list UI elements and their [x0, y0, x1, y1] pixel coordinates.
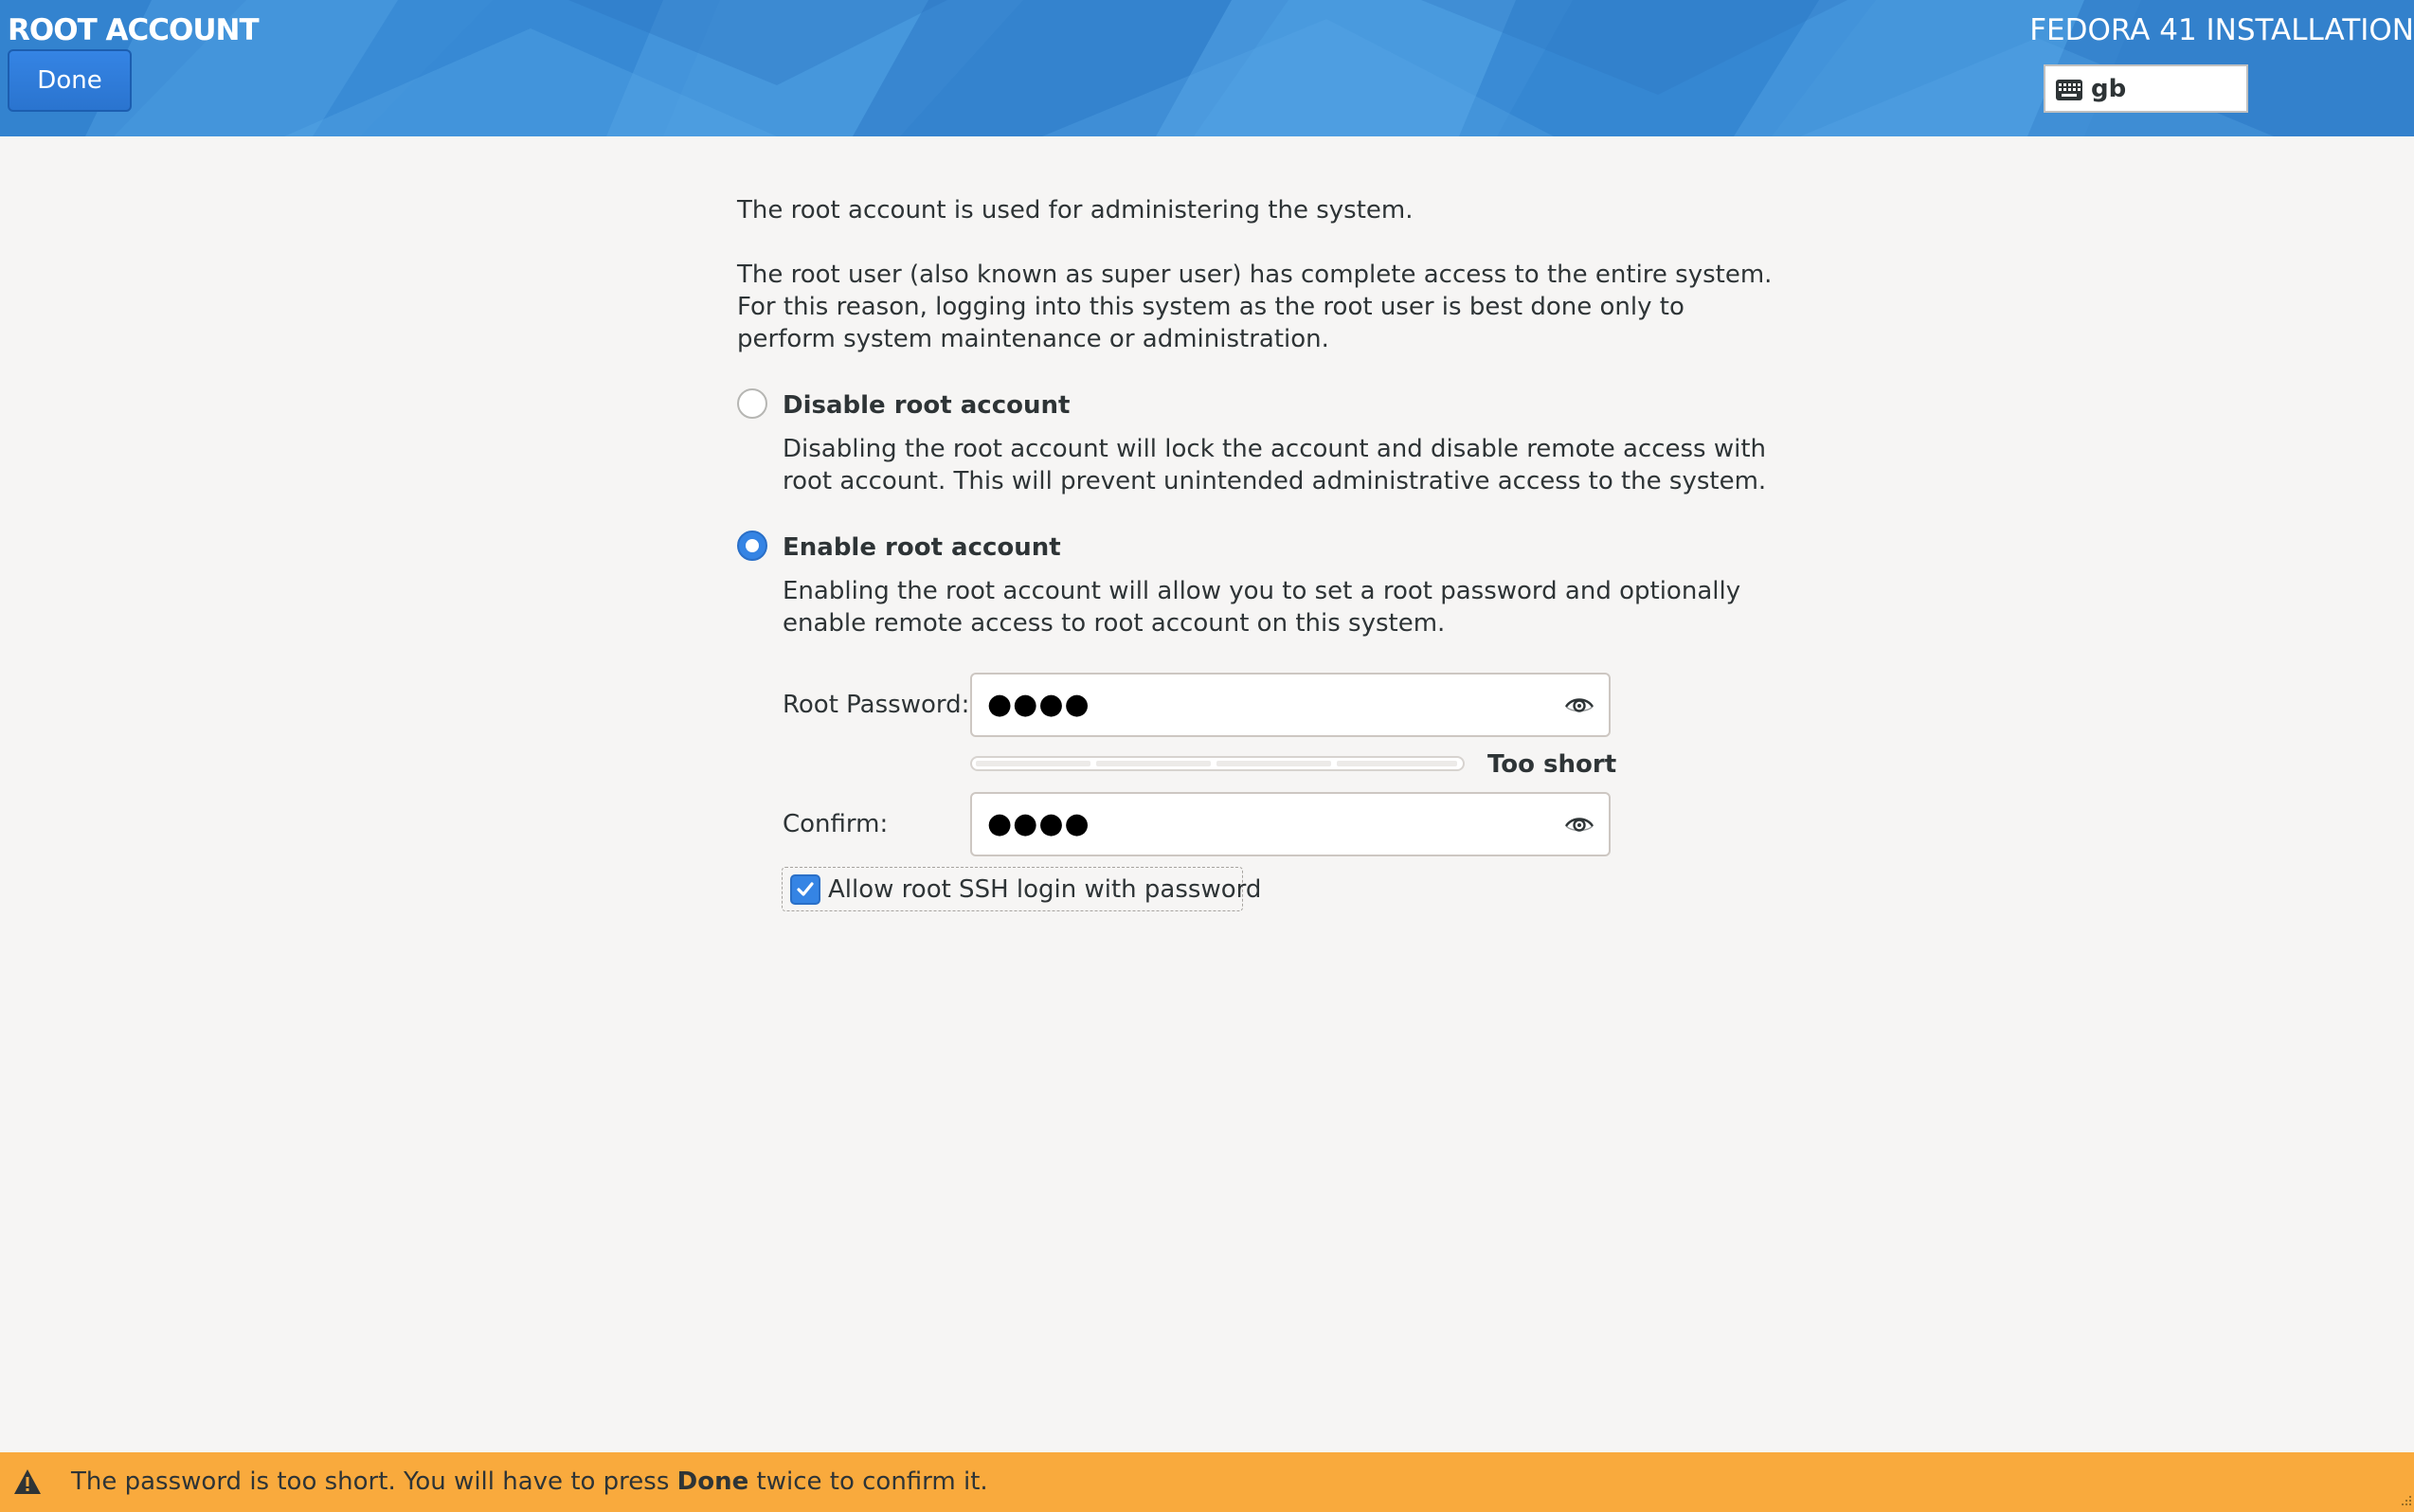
enable-root-description: Enabling the root account will allow you to set a root password and optionally — [783, 577, 1741, 605]
disable-root-radio[interactable] — [737, 388, 767, 419]
keyboard-layout-indicator[interactable] — [2044, 64, 2248, 113]
allow-root-ssh-checkbox[interactable] — [782, 867, 1262, 911]
root-password-value: ●●●● — [987, 688, 1090, 721]
eye-icon[interactable] — [1563, 813, 1595, 839]
header-bar — [0, 0, 2414, 136]
confirm-password-label: Confirm: — [783, 810, 889, 838]
password-strength-meter — [970, 756, 1465, 771]
confirm-password-value: ●●●● — [987, 807, 1090, 840]
keyboard-icon — [2055, 79, 2083, 105]
disable-root-description: Disabling the root account will lock the account and disable remote access with — [783, 435, 1767, 463]
warning-bar[interactable] — [0, 1452, 2414, 1512]
strength-segment — [976, 761, 1090, 766]
strength-segment — [1337, 761, 1457, 766]
root-password-label: Root Password: — [783, 691, 970, 719]
intro-paragraph-line: The root user (also known as super user) has complete access to the entire system. — [737, 261, 1773, 289]
checkbox-checked-icon — [790, 874, 820, 905]
disable-root-description: root account. This will prevent unintended administrative access to the system. — [783, 467, 1767, 495]
resize-grip-icon — [2399, 1492, 2412, 1510]
enable-root-label[interactable]: Enable root account — [783, 533, 1061, 562]
password-strength-label: Too short — [1487, 750, 1617, 779]
allow-root-ssh-label: Allow root SSH login with password — [828, 875, 1262, 904]
warning-message-suffix: twice to confirm it. — [748, 1467, 988, 1496]
warning-message-done: Done — [676, 1467, 749, 1496]
strength-segment — [1096, 761, 1211, 766]
keyboard-layout-label: gb — [2091, 75, 2127, 103]
warning-message — [71, 1466, 988, 1498]
disable-root-label[interactable]: Disable root account — [783, 391, 1071, 420]
root-password-input[interactable] — [970, 673, 1611, 737]
done-button[interactable]: Done — [8, 49, 132, 112]
enable-root-description: enable remote access to root account on this system. — [783, 609, 1446, 638]
enable-root-radio[interactable] — [737, 531, 767, 561]
strength-segment — [1216, 761, 1331, 766]
page-title: ROOT ACCOUNT — [8, 13, 259, 47]
intro-paragraph-line: perform system maintenance or administration. — [737, 325, 1329, 353]
confirm-password-input[interactable] — [970, 792, 1611, 856]
intro-text: The root account is used for administering the system. — [737, 196, 1414, 225]
warning-message-prefix: The password is too short. You will have to press — [71, 1467, 677, 1496]
intro-paragraph-line: For this reason, logging into this system as the root user is best done only to — [737, 293, 1684, 321]
product-title: FEDORA 41 INSTALLATION — [2029, 13, 2414, 47]
warning-icon — [12, 1467, 43, 1500]
eye-icon[interactable] — [1563, 693, 1595, 720]
